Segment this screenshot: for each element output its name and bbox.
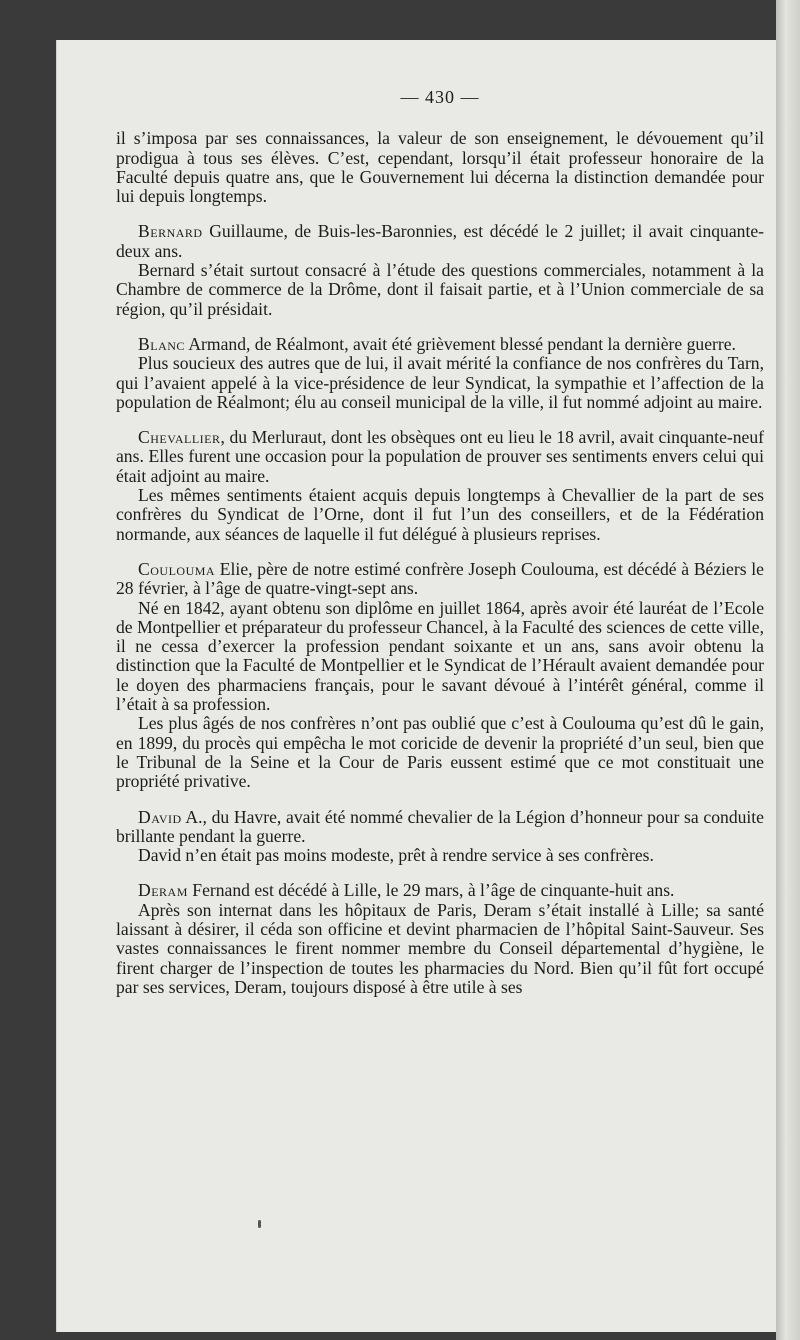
paragraph: il s’imposa par ses connaissances, la valeur de son enseignement, le dévouement qu’il prodigua à tous ses élèves. C’est, cependant, lorsqu’il était professeur honoraire de la Faculté depuis quatre ans, que le Gouvernement lui décerna la distinction demandée pour lui depuis longtemps.	[116, 128, 764, 207]
page-number: — 430 —	[400, 87, 480, 107]
paragraph: Les mêmes sentiments étaient acquis depuis longtemps à Chevallier de la part de ses confrères du Syndicat de l’Orne, dont il fut l’un des conseillers, et de la Fédération normande, aux séances de laquelle il fut délégué à plusieurs reprises.	[116, 485, 764, 544]
entry-intro: Guillaume, de Buis-les-Baronnies, est décédé le 2 juillet; il avait cinquante-deux ans.	[116, 221, 764, 261]
entry-intro: Armand, de Réalmont, avait été grièvement blessé pendant la dernière guerre.	[184, 333, 736, 354]
entry-deram	[116, 881, 764, 997]
entry-chevallier	[116, 428, 764, 544]
paragraph: Plus soucieux des autres que de lui, il avait mérité la confiance de nos confrères du Tarn, qui l’avaient appelé à la vice-présidence de leur Syndicat, la sympathie et l’affection de la population de Réalmont; élu au conseil municipal de la ville, il fut nommé adjoint au maire.	[116, 353, 764, 412]
entry-name: Coulouma	[138, 558, 216, 579]
entry-blanc	[116, 335, 764, 412]
entry-bernard	[116, 222, 764, 318]
entry-name: Bernard	[138, 221, 203, 242]
entry-intro: Fernand est décédé à Lille, le 29 mars, à l’âge de cinquante-huit ans.	[187, 880, 675, 901]
entry-david	[116, 808, 764, 866]
paragraph: Les plus âgés de nos confrères n’ont pas oublié que c’est à Coulouma qu’est dû le gain, en 1899, du procès qui empêcha le mot coricide de devenir la propriété d’un seul, bien que le Tribunal de la Seine et la Cour de Paris eussent estimé que ce mot constituait une propriété privative.	[116, 713, 764, 792]
entry-name: Blanc	[138, 333, 185, 354]
entry-name: Chevallier	[138, 427, 221, 448]
entry-coulouma	[116, 560, 764, 792]
entry-intro: Elie, père de notre estimé confrère Joseph Coulouma, est décédé à Béziers le 28 février, à l’âge de quatre-vingt-sept ans.	[116, 558, 764, 599]
entry-intro: , du Merluraut, dont les obsèques ont eu lieu le 18 avril, avait cinquante-neuf ans. Elles furent une occasion pour la population de prouver ses sentiments envers celui qui était adjoint au maire.	[116, 427, 764, 486]
paragraph: Né en 1842, ayant obtenu son diplôme en juillet 1864, après avoir été lauréat de l’Ecole de Montpellier et préparateur du professeur Chancel, à la Faculté des sciences de cette ville, il ne cessa d’exercer la profession pendant soixante et un ans, sans avoir obtenu la distinction que la Faculté de Montpellier et le Syndicat de l’Hérault avaient demandée pour le doyen des pharmaciens français, pour le savant dévoué à l’intérêt général, comme il l’était à sa profession.	[116, 597, 764, 715]
page-edge	[776, 0, 800, 1340]
paragraph: Bernard s’était surtout consacré à l’étude des questions commerciales, notamment à la Chambre de commerce de la Drôme, dont il faisait partie, et à l’Union commerciale de sa région, qu’il présidait.	[116, 260, 764, 319]
entry-intro: A., du Havre, avait été nommé chevalier de la Légion d’honneur pour sa conduite brillante pendant la guerre.	[116, 806, 764, 846]
page-text	[116, 88, 764, 1013]
ink-speck	[258, 1220, 261, 1228]
paragraph: David n’en était pas moins modeste, prêt à rendre service à ses confrères.	[138, 845, 654, 866]
entry-name: David	[138, 806, 182, 827]
entry-name: Deram	[138, 880, 188, 901]
paragraph: Après son internat dans les hôpitaux de Paris, Deram s’était installé à Lille; sa santé laissant à désirer, il céda son officine et devint pharmacien de l’hôpital Saint-Sauveur. Ses vastes connaissances le firent nommer membre du Conseil départemental d’hygiène, le firent charger de l’inspection de toutes les pharmacies du Nord. Bien qu’il fût fort occupé par ses services, Deram, toujours disposé à être utile à ses	[116, 899, 764, 997]
entry-continuation	[116, 129, 764, 206]
